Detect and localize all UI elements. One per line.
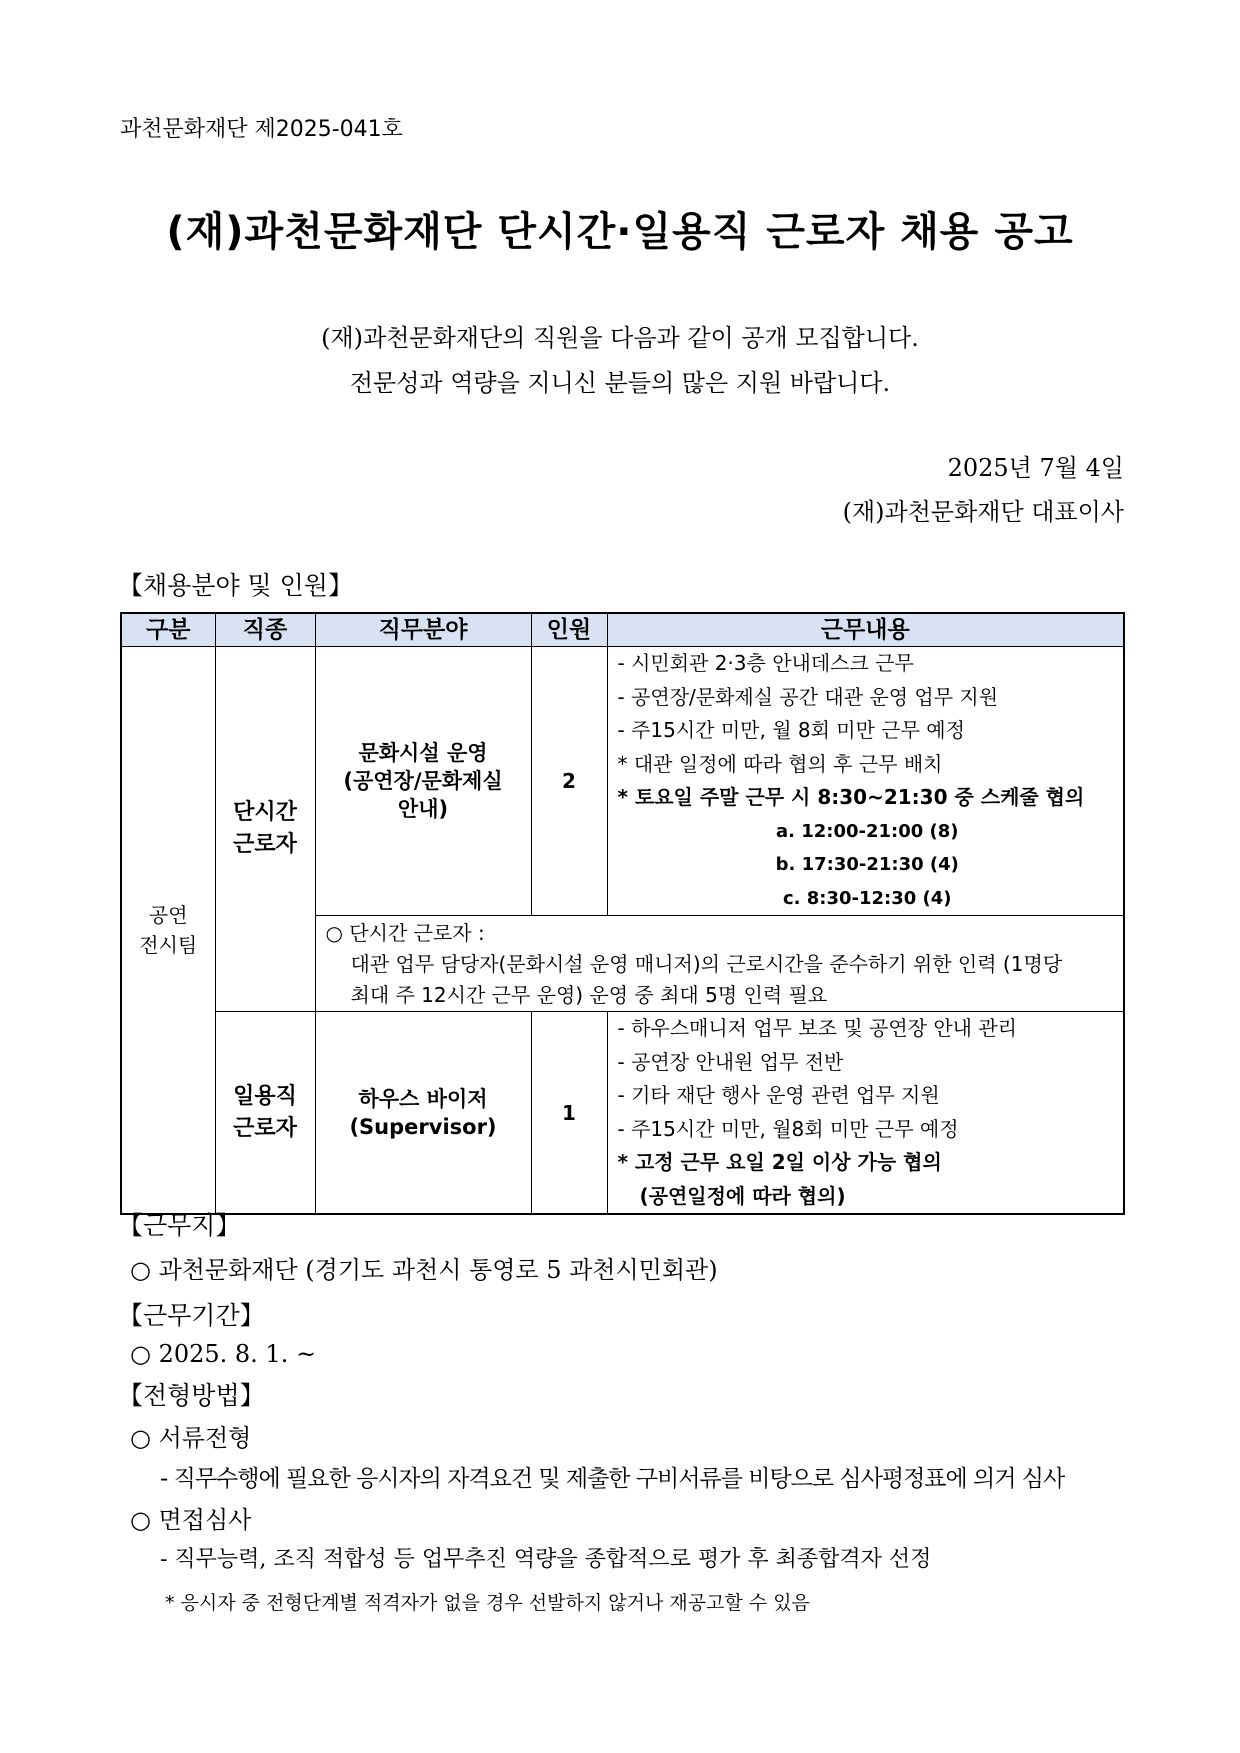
selection-doc-desc: - 직무수행에 필요한 응시자의 자격요건 및 제출한 구비서류를 비탕으로 심사평정표에 의거 심사: [160, 1466, 1065, 1492]
duty-item: * 고정 근무 요일 2일 이상 가능 협의: [617, 1150, 942, 1174]
job-field-line: 안내): [397, 797, 449, 821]
header-job-field: 직무분야: [315, 613, 531, 647]
duty-item: (공연일정에 따라 협의): [639, 1183, 846, 1208]
job-type-line: 단시간: [233, 800, 297, 825]
selection-interview-desc: - 직무능력, 조직 적합성 등 업무추진 역량을 종합적으로 평가 후 최종합격자 선정: [160, 1547, 932, 1572]
intro-line-2: 전문성과 역량을 지니신 분들의 많은 지원 바랍니다.: [349, 369, 891, 397]
note-line: ○ 단시간 근로자 :: [325, 921, 485, 945]
announcement-date: 2025년 7월 4일: [947, 454, 1124, 482]
job-type-line: 근로자: [233, 832, 297, 857]
job-type-cell: [215, 1012, 315, 1215]
duty-item: * 대관 일정에 따라 협의 후 근무 배치: [617, 751, 943, 776]
page-title: (재)과천문화재단 단시간·일용직 근로자 채용 공고: [166, 209, 1074, 255]
selection-footnote: * 응시자 중 전형단계별 적격자가 없을 경우 선발하지 않거나 재공고할 수 있음: [165, 1592, 810, 1614]
headcount-cell: 1: [531, 1012, 607, 1215]
job-field-line: 하우스 바이저: [358, 1086, 488, 1111]
dept-line: 전시팀: [139, 933, 198, 957]
section-selection-heading: 【전형방법】: [118, 1381, 265, 1410]
duty-item: - 기타 재단 행사 운영 관련 업무 지원: [617, 1083, 940, 1107]
dept-line: 공연: [148, 903, 188, 927]
table-row: [121, 647, 1124, 916]
duty-item: - 하우스매니저 업무 보조 및 공연장 안내 관리: [617, 1016, 1017, 1040]
signer: (재)과천문화재단 대표이사: [842, 498, 1124, 526]
job-field-line: (Supervisor): [349, 1114, 497, 1139]
duty-item: - 공연장/문화제실 공간 대관 운영 업무 지원: [617, 684, 999, 709]
table-header-row: [121, 613, 1124, 647]
job-field-cell: [315, 647, 531, 916]
duty-item: - 주15시간 미만, 월 8회 미만 근무 예정: [617, 718, 965, 742]
duty-item: - 공연장 안내원 업무 전반: [617, 1049, 844, 1074]
header-category: 구분: [121, 613, 215, 647]
job-type-line: 일용직: [233, 1083, 297, 1109]
duty-item: * 토요일 주말 근무 시 8:30~21:30 중 스케줄 협의: [617, 785, 1085, 809]
job-field-cell: [315, 1012, 531, 1215]
header-duties: 근무내용: [607, 613, 1124, 647]
duty-item: - 주15시간 미만, 월8회 미만 근무 예정: [617, 1116, 959, 1141]
section-workplace-heading: 【근무지】: [118, 1211, 241, 1240]
header-job-type: 직종: [215, 613, 315, 647]
recruitment-table: [120, 612, 1125, 1215]
header-headcount: 인원: [531, 613, 607, 647]
selection-interview-title: ○ 면접심사: [130, 1506, 252, 1534]
duty-item: - 시민회관 2·3층 안내데스크 근무: [617, 651, 914, 675]
table-row: [121, 1012, 1124, 1215]
duties-cell: [607, 647, 1124, 916]
intro-line-1: (재)과천문화재단의 직원을 다음과 같이 공개 모집합니다.: [321, 324, 919, 352]
headcount-cell: 2: [531, 647, 607, 916]
job-field-line: (공연장/문화제실: [343, 769, 503, 793]
schedule-option: b. 17:30-21:30 (4): [775, 854, 959, 875]
note-line: 대관 업무 담당자(문화시설 운영 매니저)의 근로시간을 준수하기 위한 인력 (1명당: [350, 952, 1063, 976]
section-recruitment-heading: 【채용분야 및 인원】: [118, 571, 353, 600]
note-line: 최대 주 12시간 근무 운영) 운영 중 최대 5명 인력 필요: [350, 983, 828, 1007]
schedule-option: a. 12:00-21:00 (8): [775, 820, 959, 842]
selection-doc-title: ○ 서류전형: [130, 1424, 252, 1452]
dept-cell: [121, 647, 215, 1215]
document-number: 과천문화재단 제2025-041호: [120, 117, 403, 142]
job-type-line: 근로자: [233, 1115, 297, 1141]
note-cell: [315, 916, 1124, 1012]
job-field-line: 문화시설 운영: [358, 741, 488, 765]
duties-cell: [607, 1012, 1124, 1215]
period-item: ○ 2025. 8. 1. ~: [130, 1340, 317, 1368]
section-period-heading: 【근무기간】: [118, 1301, 265, 1330]
workplace-item: ○ 과천문화재단 (경기도 과천시 통영로 5 과천시민회관): [130, 1256, 718, 1284]
schedule-option: c. 8:30-12:30 (4): [782, 887, 952, 909]
job-type-cell: [215, 647, 315, 1012]
